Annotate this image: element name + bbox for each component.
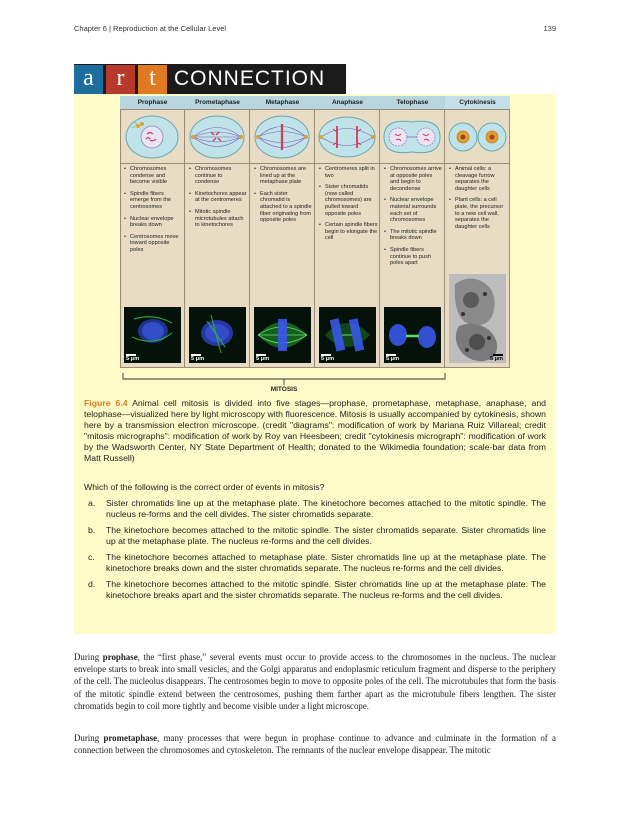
stage-bullet: • Kinetochores appear at the centromeres (188, 191, 248, 204)
page-number: 139 (543, 24, 556, 33)
scale-bar-label: 5 μm (191, 356, 205, 362)
scale-bar-label: 5 μm (126, 356, 140, 362)
stage-column-metaphase (250, 96, 315, 368)
option-text: The kinetochore becomes attached to metaphase plate. Sister chromatids line up at the metaphase plate. The kinetochore breaks down and the sister chromatids separate. The nucleus re-forms and the cell divides. (106, 552, 546, 573)
stage-header: Metaphase (250, 96, 315, 110)
stage-header: Prometaphase (185, 96, 250, 110)
stage-bullet: • Centromeres split in two (318, 166, 378, 179)
p1-start: During (74, 652, 103, 662)
option-text: Sister chromatids line up at the metaphase plate. The kinetochore becomes attached to the mitotic spindle. The nucleus re-forms and the cell divides. The sister chromatids separate. (106, 498, 546, 519)
art-connection-banner (74, 64, 346, 94)
stage-bullet: • Nuclear envelope material surrounds each set of chromosomes (383, 197, 443, 223)
stage-bullet: • Chromosomes arrive at opposite poles and begin to decondense (383, 166, 443, 192)
option-text: The kinetochore becomes attached to the mitotic spindle. The sister chromatids separate. Sister chromatids line up at the metaphase plate. The nucleus re-forms and the cell divides. (106, 525, 546, 546)
question-prompt: Which of the following is the correct order of events in mitosis? (84, 482, 325, 492)
stage-bullet: • Mitotic spindle microtubules attach to kinetochores (188, 209, 248, 229)
stage-bullet: • Plant cells: a cell plate, the precursor to a new cell wall, separates the daughter cells (448, 197, 508, 230)
art-letter-a: a (74, 65, 103, 94)
prophase-diagram (120, 110, 185, 164)
term-prometaphase: prometaphase (103, 733, 158, 743)
connection-word: CONNECTION (174, 67, 326, 90)
metaphase-micrograph (254, 307, 311, 363)
prometaphase-micrograph (189, 307, 246, 363)
stage-description (448, 166, 508, 235)
option-text: The kinetochore becomes attached to the mitotic spindle. Sister chromatids line up at the metaphase plate. The kinetochore breaks apart and the sister chromatids separate. The nucleus re-forms and the cell divides. (106, 579, 546, 600)
stage-column-prophase (120, 96, 185, 368)
stage-bullet: • Each sister chromatid is attached to a spindle fiber originating from opposite poles (253, 191, 313, 224)
art-letter-r: r (106, 65, 135, 94)
cytokinesis-diagram (445, 110, 510, 164)
stage-bullet: • Certain spindle fibers begin to elongate the cell (318, 222, 378, 242)
stage-column-prometaphase (185, 96, 250, 368)
scale-bar-label: 5 μm (321, 356, 335, 362)
telophase-diagram (380, 110, 445, 164)
stage-bullet: • Chromosomes condense and become visible (123, 166, 183, 186)
figure-caption (84, 398, 546, 464)
body-paragraph-prometaphase (74, 732, 556, 756)
scale-bar-label: 5 μm (489, 356, 503, 362)
stage-description (188, 166, 248, 234)
figure-label: Figure 6.4 (84, 398, 128, 408)
mitosis-figure (120, 96, 510, 368)
body-paragraph-prophase (74, 651, 556, 712)
caption-text: Animal cell mitosis is divided into five stages—prophase, prometaphase, metaphase, anaphase, and telophase—visualized here by light microscopy with fluorescence. Mitosis is usually accompanied by cytokinesis, shown here by a transmission electron microscope. (credit "diagrams": modification of work by Mariana Ruiz Villareal; credit "mitosis micrographs": modification of work by Roy van Heesbeen; credit "cytokinesis micrograph": modification of work by the Wadsworth Center, NY State Department of Health; donated to the Wikimedia foundation; scale-bar data from Matt Russell) (84, 398, 546, 463)
stage-bullet: • Nuclear envelope breaks down (123, 216, 183, 229)
art-letter-t: t (138, 65, 167, 94)
scale-bar-label: 5 μm (256, 356, 270, 362)
answer-options (84, 498, 546, 606)
stage-header: Cytokinesis (445, 96, 510, 110)
option-letter: a. (88, 498, 96, 508)
prophase-micrograph (124, 307, 181, 363)
p1-rest: , the “first phase,” several events must occur to provide access to the chromosomes in the nucleus. The nuclear envelope starts to break into small vesicles, and the Golgi apparatus and endoplasmic reticulum fragment and disperse to the periphery of the cell. The nucleolus disappears. The centrosomes begin to move to opposite poles of the cell. The microtubules that form the basis of the mitotic spindle extend between the centrosomes, pushing them farther apart as the microtubule fibers lengthen. The sister chromatids begin to coil more tightly and become visible under a light microscope. (74, 652, 556, 711)
prometaphase-diagram (185, 110, 250, 164)
stage-bullet: • Chromosomes continue to condense (188, 166, 248, 186)
stage-header: Telophase (380, 96, 445, 110)
page-header (74, 24, 556, 36)
stage-bullet: • Animal cells: a cleavage furrow separates the daughter cells (448, 166, 508, 192)
stage-bullet: • Spindle fibers continue to push poles apart (383, 247, 443, 267)
stage-header: Anaphase (315, 96, 380, 110)
cytokinesis-micrograph (449, 274, 506, 363)
telophase-micrograph (384, 307, 441, 363)
term-prophase: prophase (102, 652, 138, 662)
answer-option-b (84, 525, 546, 547)
anaphase-diagram (315, 110, 380, 164)
stage-description (383, 166, 443, 272)
stage-description (123, 166, 183, 259)
stage-bullet: • Sister chromatids (now called chromosomes) are pulled toward opposite poles (318, 184, 378, 217)
stage-header: Prophase (120, 96, 185, 110)
answer-option-c (84, 552, 546, 574)
scale-bar-label: 5 μm (386, 356, 400, 362)
answer-option-d (84, 579, 546, 601)
stage-bullet: • Centrosomes move toward opposite poles (123, 234, 183, 254)
stage-bullet: • The mitotic spindle breaks down (383, 229, 443, 242)
option-letter: c. (88, 552, 95, 562)
stage-description (253, 166, 313, 229)
chapter-title: Chapter 6 | Reproduction at the Cellular Level (74, 24, 227, 33)
stage-bullet: • Spindle fibers emerge from the centrosomes (123, 191, 183, 211)
mitosis-bracket (122, 372, 446, 386)
metaphase-diagram (250, 110, 315, 164)
option-letter: b. (88, 525, 96, 535)
anaphase-micrograph (319, 307, 376, 363)
p2-start: During (74, 733, 104, 743)
stage-bullet: • Chromosomes are lined up at the metaphase plate (253, 166, 313, 186)
p2-rest: , many processes that were begun in prophase continue to advance and culminate in the formation of a connection between the chromosomes and cytoskeleton. The remnants of the nuclear envelope disappear. The mitotic (74, 733, 556, 756)
option-letter: d. (88, 579, 96, 589)
stage-column-cytokinesis (445, 96, 510, 368)
mitosis-label: MITOSIS (270, 386, 298, 393)
stage-column-telophase (380, 96, 445, 368)
stage-column-anaphase (315, 96, 380, 368)
answer-option-a (84, 498, 546, 520)
stage-description (318, 166, 378, 247)
